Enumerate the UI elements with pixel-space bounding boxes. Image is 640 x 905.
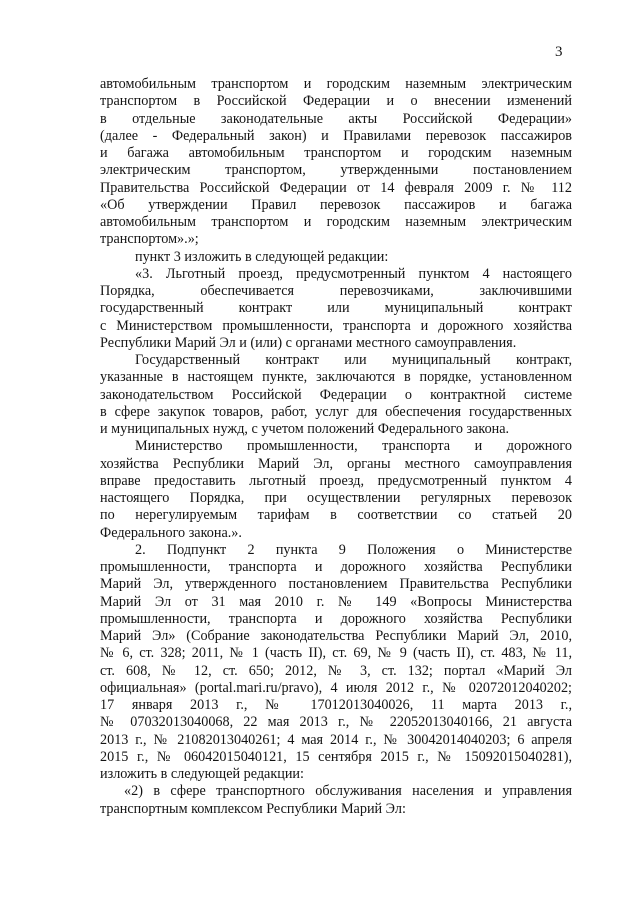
- paragraph-line: Министерство промышленности, транспорта и дорожного: [135, 438, 572, 455]
- paragraph-line: транспортным комплексом Республики Марий Эл:: [100, 800, 406, 817]
- paragraph-line: и муниципальных нужд, с учетом положений Федерального закона.: [100, 421, 510, 437]
- paragraph-line: № 07032013040068, 22 мая 2013 г., № 22052013040166, 21 августа: [100, 714, 572, 731]
- paragraph-line: Порядка, обеспечивается перевозчиками, заключившими: [100, 283, 572, 299]
- paragraph-line: автомобильным транспортом и городским наземным электрическим: [100, 214, 572, 230]
- paragraph-line: настоящего Порядка, при осуществлении регулярных перевозок: [100, 490, 572, 506]
- paragraph-line: «3. Льготный проезд, предусмотренный пунктом 4 настоящего: [135, 265, 572, 282]
- paragraph-line: (далее - Федеральный закон) и Правилами перевозок пассажиров: [100, 127, 572, 144]
- paragraph-line: Федерального закона.».: [100, 524, 242, 541]
- paragraph-line: 2013 г., № 21082013040261; 4 мая 2014 г., № 30042014040203; 6 апреля: [100, 731, 572, 748]
- document-body: [100, 76, 572, 818]
- paragraph-line: транспортом».»;: [100, 231, 199, 248]
- paragraph-line: законодательством Российской Федерации о контрактной системе: [100, 386, 572, 403]
- paragraph-line: официальная» (portal.mari.ru/pravo), 4 июля 2012 г., № 02072012040202;: [100, 679, 572, 696]
- paragraph-line: пункт 3 изложить в следующей редакции:: [135, 248, 389, 265]
- paragraph-line: Государственный контракт или муниципальный контракт,: [135, 352, 572, 368]
- paragraph-line: 2. Подпункт 2 пункта 9 Положения о Министерстве: [135, 541, 572, 558]
- paragraph-line: 17 января 2013 г., № 17012013040026, 11 марта 2013 г.,: [100, 697, 572, 713]
- paragraph-line: хозяйства Республики Марий Эл, органы местного самоуправления: [100, 455, 572, 472]
- paragraph-line: «Об утверждении Правил перевозок пассажиров и багажа: [100, 196, 572, 213]
- paragraph-line: Правительства Российской Федерации от 14 февраля 2009 г. № 112: [100, 179, 572, 196]
- paragraph-line: транспортом в Российской Федерации и о внесении изменений: [100, 93, 572, 110]
- paragraph-line: «2) в сфере транспортного обслуживания населения и управления: [124, 783, 572, 800]
- paragraph-line: Марий Эл, утвержденного постановлением Правительства Республики: [100, 576, 572, 593]
- paragraph-line: автомобильным транспортом и городским наземным электрическим: [100, 76, 572, 92]
- paragraph-line: указанные в настоящем пункте, заключаются в порядке, установленном: [100, 369, 572, 386]
- paragraph-line: вправе предоставить льготный проезд, предусмотренный пунктом 4: [100, 472, 572, 489]
- paragraph-line: электрическим транспортом, утвержденными постановлением: [100, 162, 572, 179]
- paragraph-line: по нерегулируемым тарифам в соответствии со статьей 20: [100, 507, 572, 524]
- paragraph-line: 2015 г., № 06042015040121, 15 сентября 2015 г., № 15092015040281),: [100, 748, 572, 765]
- paragraph-line: № 6, ст. 328; 2011, № 1 (часть II), ст. 69, № 9 (часть II), ст. 483, № 11,: [100, 645, 572, 662]
- paragraph-line: Республики Марий Эл и (или) с органами местного самоуправления.: [100, 334, 517, 351]
- paragraph-line: изложить в следующей редакции:: [100, 766, 304, 782]
- paragraph-line: Марий Эл от 31 мая 2010 г. № 149 «Вопросы Министерства: [100, 593, 572, 610]
- paragraph-line: в сфере закупок товаров, работ, услуг для обеспечения государственных: [100, 403, 572, 420]
- paragraph-line: государственный контракт или муниципальный контракт: [100, 300, 572, 317]
- paragraph-line: и багажа автомобильным транспортом и городским наземным: [100, 145, 572, 161]
- paragraph-line: с Министерством промышленности, транспорта и дорожного хозяйства: [100, 317, 572, 334]
- paragraph-line: в отдельные законодательные акты Российской Федерации»: [100, 110, 572, 127]
- paragraph-line: ст. 608, № 12, ст. 650; 2012, № 3, ст. 132; портал «Марий Эл: [100, 662, 572, 679]
- page-number: 3: [555, 44, 563, 60]
- paragraph-line: Марий Эл» (Собрание законодательства Республики Марий Эл, 2010,: [100, 628, 572, 644]
- paragraph-line: промышленности, транспорта и дорожного хозяйства Республики: [100, 559, 572, 575]
- paragraph-line: промышленности, транспорта и дорожного хозяйства Республики: [100, 610, 572, 627]
